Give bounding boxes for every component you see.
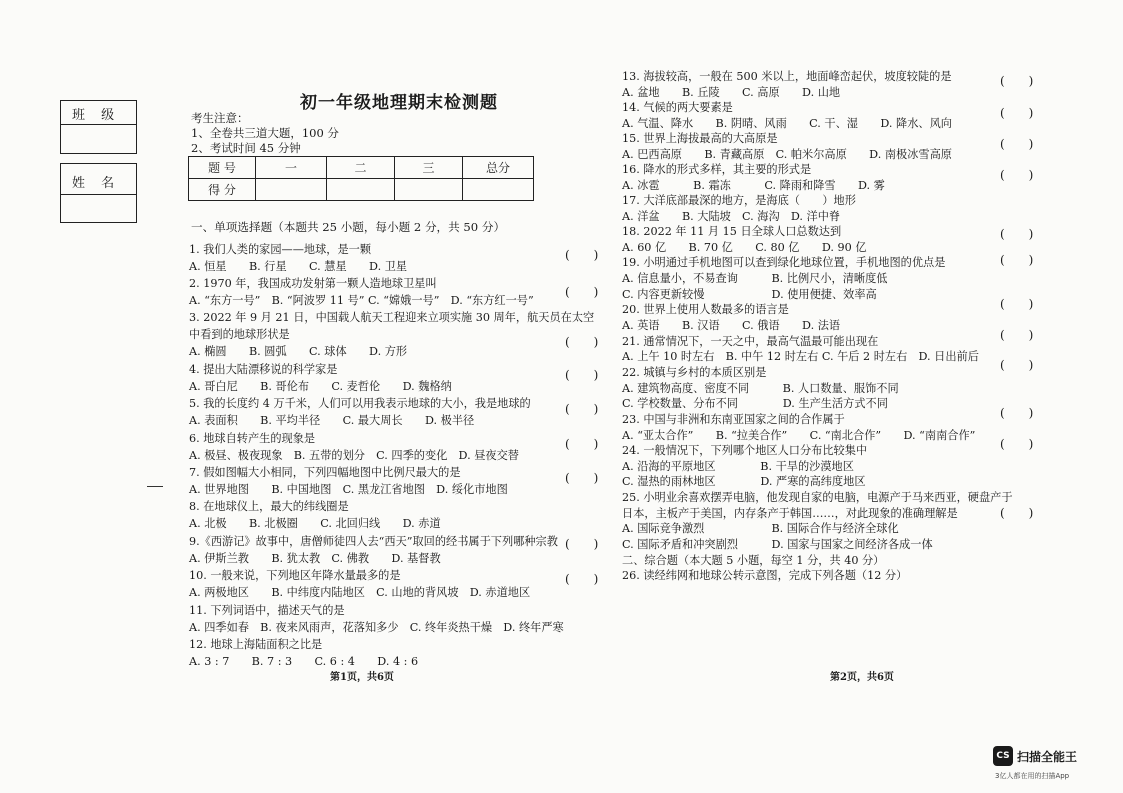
- question-line: A. 两极地区 B. 中纬度内陆地区 C. 山地的背风坡 D. 赤道地区: [189, 586, 531, 599]
- question-line: 26. 读经纬网和地球公转示意图，完成下列各题（12 分）: [622, 569, 908, 582]
- answer-blank[interactable]: ( ): [1000, 227, 1034, 241]
- question-line: 3. 2022 年 9 月 21 日，中国载人航天工程迎来立项实施 30 周年，航天员在太空: [189, 311, 595, 324]
- question-line: 18. 2022 年 11 月 15 日全球人口总数达到: [622, 225, 842, 238]
- question-line: A. 3 : 7 B. 7 : 3 C. 6 : 4 D. 4 : 6: [189, 655, 419, 668]
- question-line: A. 椭圆 B. 圆弧 C. 球体 D. 方形: [189, 345, 408, 358]
- question-line: A. 表面积 B. 平均半径 C. 最大周长 D. 极半径: [189, 414, 475, 427]
- question-line: C. 内容更新较慢 D. 使用便捷、效率高: [622, 288, 877, 301]
- question-line: A. 伊斯兰教 B. 犹太教 C. 佛教 D. 基督教: [189, 552, 441, 565]
- name-label: 姓 名: [72, 176, 121, 191]
- score-header-3: 三: [395, 157, 463, 179]
- score-cell-1[interactable]: [256, 179, 327, 201]
- score-header-2: 二: [327, 157, 395, 179]
- question-line: 6. 地球自转产生的现象是: [189, 432, 316, 445]
- question-line: 16. 降水的形式多样，其主要的形式是: [622, 163, 812, 176]
- question-line: 20. 世界上使用人数最多的语言是: [622, 303, 789, 316]
- question-line: 2. 1970 年，我国成功发射第一颗人造地球卫星叫: [189, 277, 437, 290]
- question-line: 19. 小明通过手机地图可以查到绿化地球位置，手机地图的优点是: [622, 256, 946, 269]
- question-line: C. 学校数量、分布不同 D. 生产生活方式不同: [622, 397, 888, 410]
- answer-blank[interactable]: ( ): [1000, 253, 1034, 267]
- question-line: A. 极昼、极夜现象 B. 五带的划分 C. 四季的变化 D. 昼夜交替: [189, 449, 519, 462]
- question-line: A. “亚太合作” B. “拉美合作” C. “南北合作” D. “南南合作”: [622, 429, 976, 442]
- score-header-total: 总分: [463, 157, 534, 179]
- page-footer-2: 第2页，共6页: [830, 672, 894, 683]
- question-line: 9.《西游记》故事中，唐僧师徒四人去“西天”取回的经书属于下列哪种宗教: [189, 535, 558, 548]
- answer-blank[interactable]: ( ): [565, 368, 599, 382]
- answer-blank[interactable]: ( ): [1000, 328, 1034, 342]
- question-line: 13. 海拔较高，一般在 500 米以上，地面峰峦起伏，坡度较陡的是: [622, 70, 952, 83]
- question-line: 5. 我的长度约 4 万千米，人们可以用我表示地球的大小，我是地球的: [189, 397, 531, 410]
- answer-blank[interactable]: ( ): [1000, 297, 1034, 311]
- question-line: A. 上午 10 时左右 B. 中午 12 时左右 C. 午后 2 时左右 D. 日出前后: [622, 350, 979, 363]
- answer-blank[interactable]: ( ): [565, 572, 599, 586]
- answer-blank[interactable]: ( ): [565, 285, 599, 299]
- answer-blank[interactable]: ( ): [1000, 74, 1034, 88]
- question-line: 22. 城镇与乡村的本质区别是: [622, 366, 767, 379]
- margin-mark: [147, 486, 163, 487]
- answer-blank[interactable]: ( ): [565, 335, 599, 349]
- note-2: 2、考试时间 45 分钟: [191, 141, 301, 155]
- answer-blank[interactable]: ( ): [1000, 168, 1034, 182]
- question-line: C. 国际矛盾和冲突剧烈 D. 国家与国家之间经济各成一体: [622, 538, 933, 551]
- question-line: 24. 一般情况下，下列哪个地区人口分布比较集中: [622, 444, 868, 457]
- question-line: A. 哥白尼 B. 哥伦布 C. 麦哲伦 D. 魏格纳: [189, 380, 452, 393]
- section1-heading: 一、单项选择题（本题共 25 小题，每小题 2 分，共 50 分）: [191, 220, 506, 234]
- question-line: 中看到的地球形状是: [189, 328, 290, 341]
- question-line: 17. 大洋底部最深的地方，是海底（ ）地形: [622, 194, 856, 207]
- question-line: A. 四季如春 B. 夜来风雨声，花落知多少 C. 终年炎热干燥 D. 终年严寒: [189, 621, 564, 634]
- question-line: 23. 中国与非洲和东南亚国家之间的合作属于: [622, 413, 845, 426]
- answer-blank[interactable]: ( ): [565, 471, 599, 485]
- question-line: A. 英语 B. 汉语 C. 俄语 D. 法语: [622, 319, 841, 332]
- question-line: A. 世界地图 B. 中国地图 C. 黑龙江省地图 D. 绥化市地图: [189, 483, 508, 496]
- answer-blank[interactable]: ( ): [1000, 437, 1034, 451]
- question-line: 25. 小明业余喜欢摆弄电脑，他发现自家的电脑，电源产于马来西亚，硬盘产于: [622, 491, 1013, 504]
- score-header-label: 题 号: [189, 157, 256, 179]
- question-line: 4. 提出大陆漂移说的科学家是: [189, 363, 338, 376]
- question-line: A. 恒星 B. 行星 C. 慧星 D. 卫星: [189, 260, 408, 273]
- score-header-1: 一: [256, 157, 327, 179]
- question-line: 8. 在地球仪上，最大的纬线圈是: [189, 500, 349, 513]
- class-label: 班 级: [72, 108, 121, 123]
- score-row-label: 得 分: [189, 179, 256, 201]
- score-cell-total[interactable]: [463, 179, 534, 201]
- answer-blank[interactable]: ( ): [565, 537, 599, 551]
- answer-blank[interactable]: ( ): [1000, 358, 1034, 372]
- answer-blank[interactable]: ( ): [1000, 406, 1034, 420]
- question-line: 日本，主板产于美国，内存条产于韩国……，对此现象的准确理解是: [622, 507, 958, 520]
- page-footer-1: 第1页，共6页: [330, 672, 394, 683]
- answer-blank[interactable]: ( ): [565, 437, 599, 451]
- question-line: A. 冰雹 B. 霜冻 C. 降雨和降雪 D. 雾: [622, 179, 885, 192]
- exam-title: 初一年级地理期末检测题: [300, 93, 498, 113]
- scanner-tagline: 3亿人都在用的扫描App: [995, 772, 1070, 780]
- question-line: 1. 我们人类的家园——地球，是一颗: [189, 243, 372, 256]
- answer-blank[interactable]: ( ): [565, 402, 599, 416]
- question-line: C. 湿热的雨林地区 D. 严寒的高纬度地区: [622, 475, 866, 488]
- question-line: 10. 一般来说，下列地区年降水量最多的是: [189, 569, 401, 582]
- question-line: A. 气温、降水 B. 阴晴、风雨 C. 干、湿 D. 降水、风向: [622, 117, 952, 130]
- question-line: 21. 通常情况下，一天之中，最高气温最可能出现在: [622, 335, 879, 348]
- question-line: A. 60 亿 B. 70 亿 C. 80 亿 D. 90 亿: [622, 241, 867, 254]
- question-line: A. 盆地 B. 丘陵 C. 高原 D. 山地: [622, 86, 841, 99]
- question-line: 11. 下列词语中，描述天气的是: [189, 604, 345, 617]
- question-line: 12. 地球上海陆面积之比是: [189, 638, 323, 651]
- question-line: 7. 假如图幅大小相同，下列四幅地图中比例尺最大的是: [189, 466, 461, 479]
- question-line: A. “东方一号” B. “阿波罗 11 号” C. “嫦娥一号” D. “东方红一号”: [189, 294, 534, 307]
- answer-blank[interactable]: ( ): [1000, 506, 1034, 520]
- question-line: A. 国际竞争激烈 B. 国际合作与经济全球化: [622, 522, 899, 535]
- question-line: 14. 气候的两大要素是: [622, 101, 733, 114]
- question-line: A. 北极 B. 北极圈 C. 北回归线 D. 赤道: [189, 517, 441, 530]
- answer-blank[interactable]: ( ): [1000, 137, 1034, 151]
- question-line: 15. 世界上海拔最高的大高原是: [622, 132, 778, 145]
- answer-blank[interactable]: ( ): [565, 248, 599, 262]
- question-line: A. 沿海的平原地区 B. 干旱的沙漠地区: [622, 460, 854, 473]
- score-cell-3[interactable]: [395, 179, 463, 201]
- scanner-brand: 扫描全能王: [1017, 750, 1078, 764]
- answer-blank[interactable]: ( ): [1000, 106, 1034, 120]
- score-table: [188, 156, 534, 201]
- scanner-logo-icon: CS: [993, 746, 1013, 766]
- question-line: A. 信息量小，不易查询 B. 比例尺小，清晰度低: [622, 272, 888, 285]
- question-line: 二、综合题（本大题 5 小题，每空 1 分，共 40 分）: [622, 554, 885, 567]
- notes-title: 考生注意：: [191, 111, 249, 125]
- question-line: A. 建筑物高度、密度不同 B. 人口数量、服饰不同: [622, 382, 899, 395]
- note-1: 1、全卷共三道大题，100 分: [191, 126, 339, 140]
- score-cell-2[interactable]: [327, 179, 395, 201]
- question-line: A. 洋盆 B. 大陆坡 C. 海沟 D. 洋中脊: [622, 210, 841, 223]
- question-line: A. 巴西高原 B. 青藏高原 C. 帕米尔高原 D. 南极冰雪高原: [622, 148, 952, 161]
